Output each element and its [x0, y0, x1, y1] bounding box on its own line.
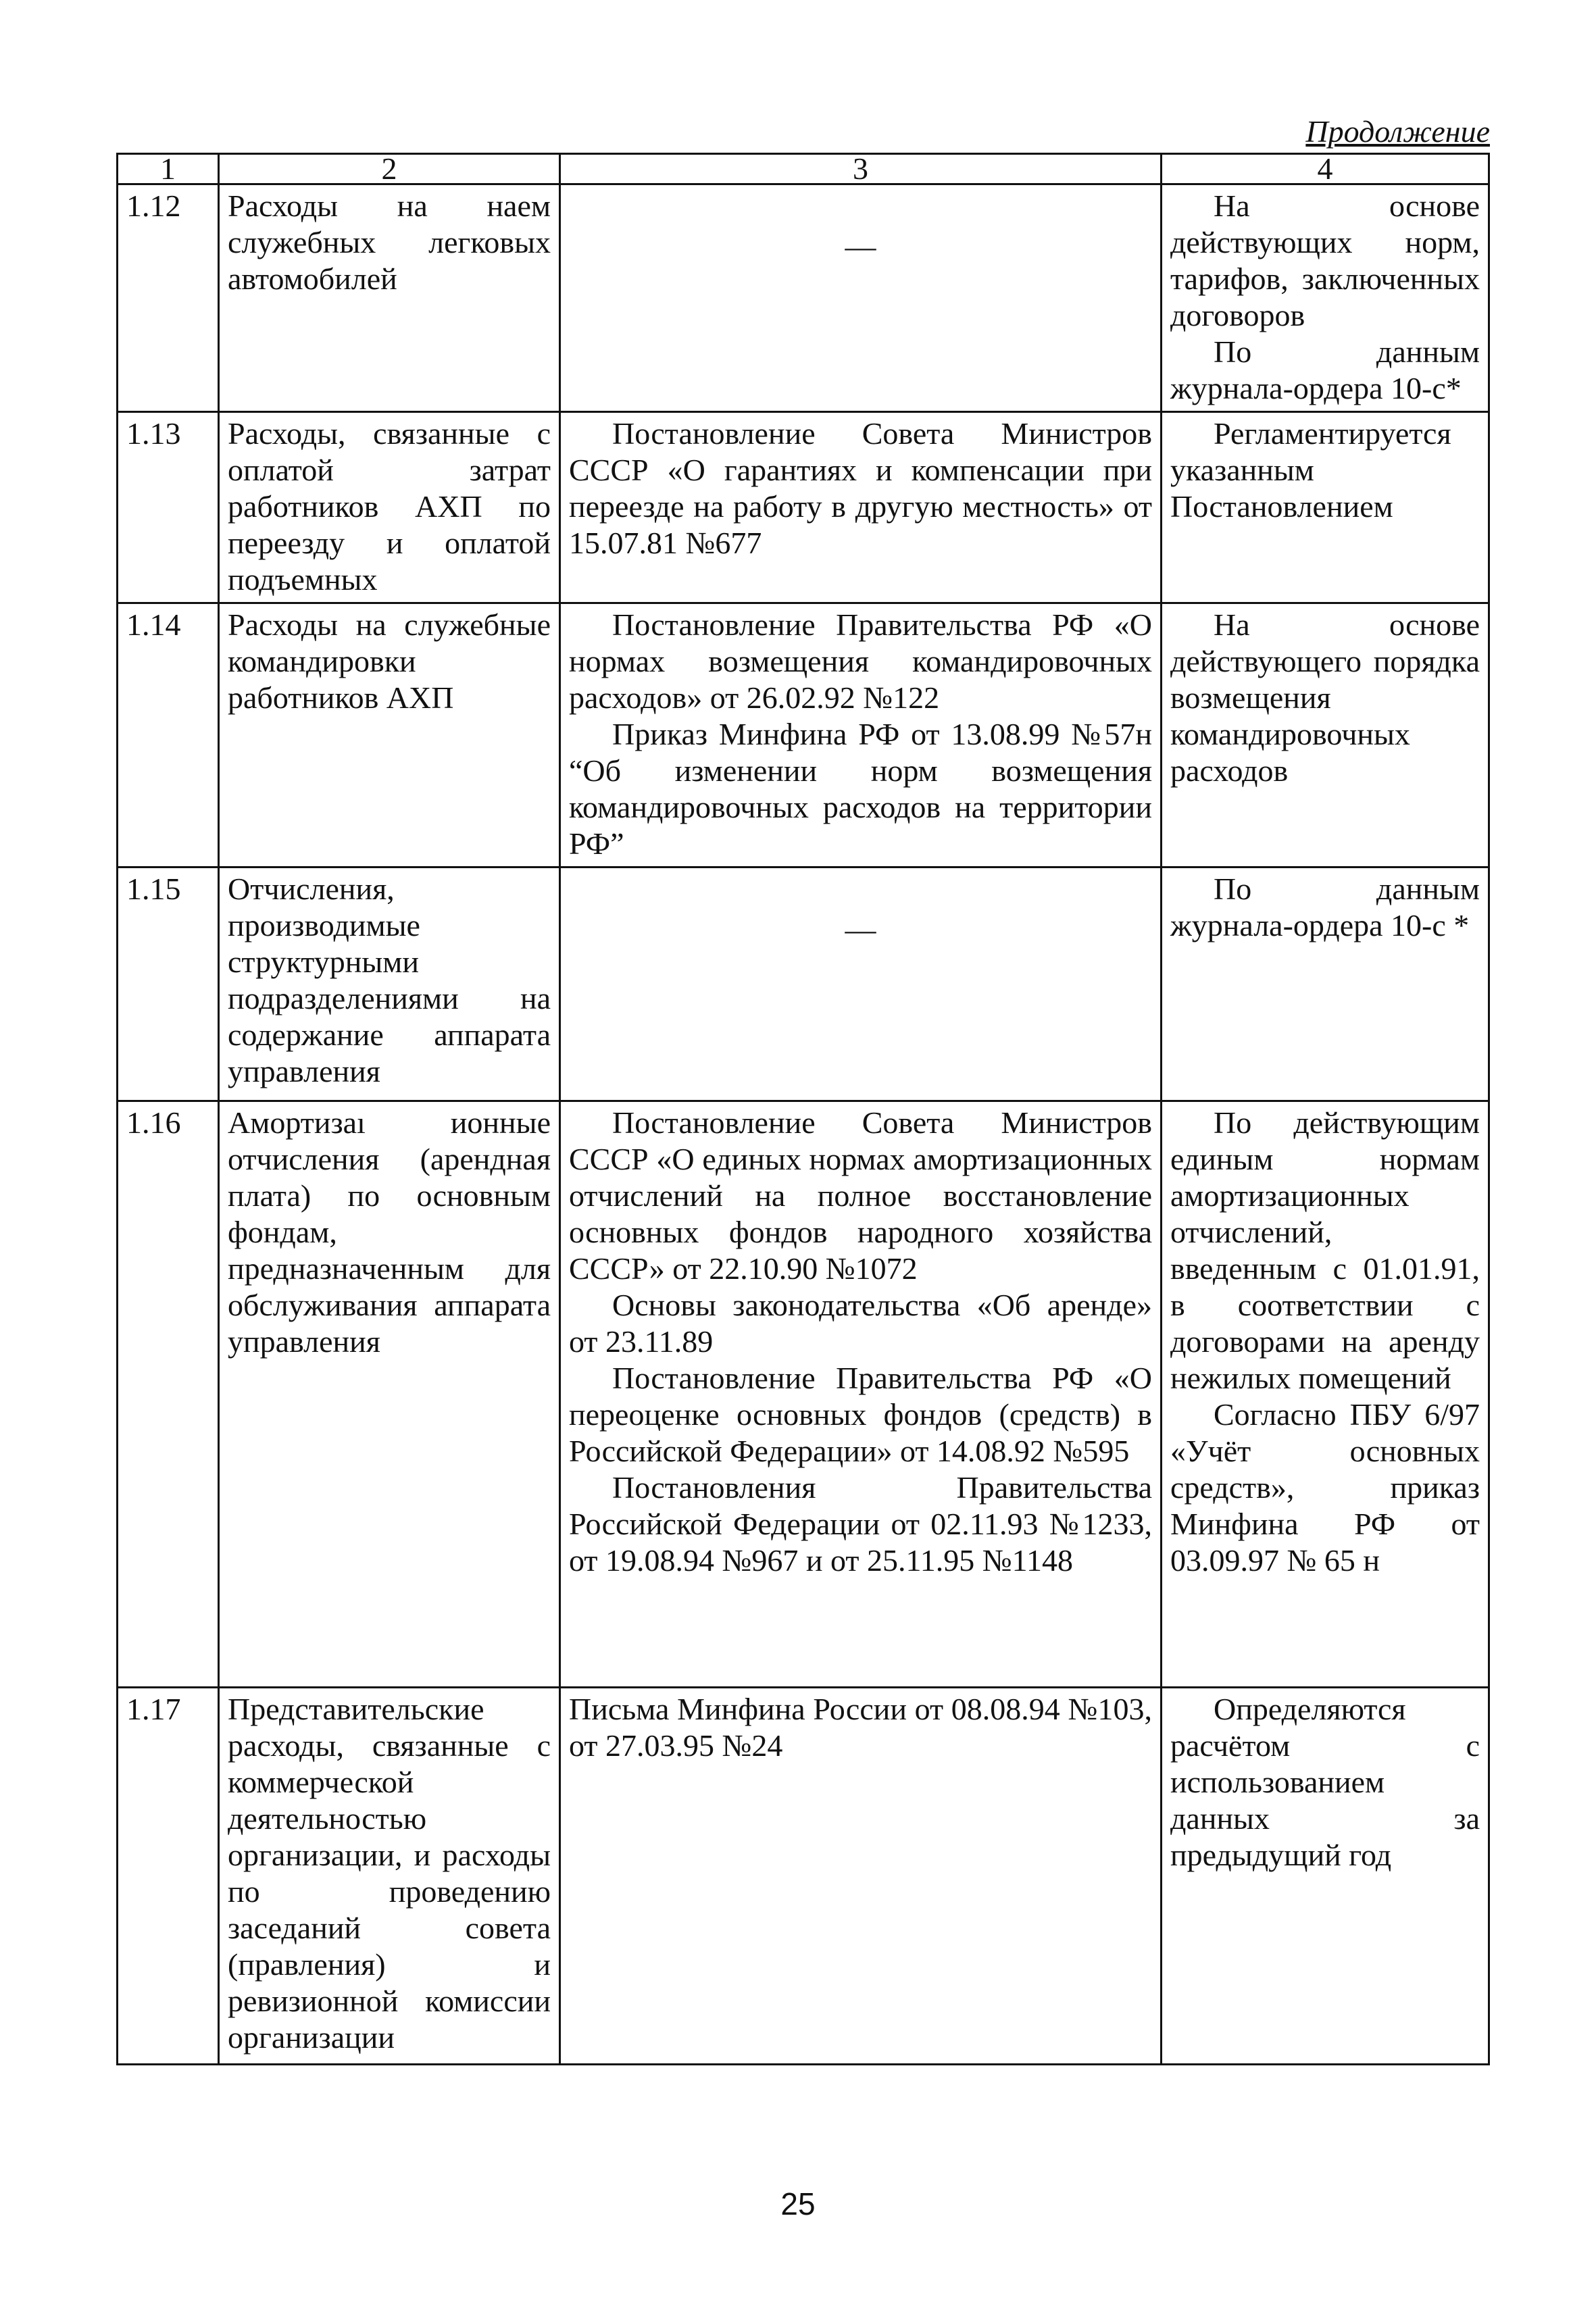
legal-basis — [560, 1688, 1162, 2065]
basis-paragraph: Письма Минфина России от 08.08.94 №103, от 27.03.95 №24 — [569, 1692, 1152, 1763]
legal-basis — [560, 412, 1162, 603]
page-number: 25 — [780, 2186, 816, 2221]
legal-basis — [560, 1101, 1162, 1688]
legal-basis — [560, 867, 1162, 1101]
method-paragraph: Регламентируется указанным Постановлением — [1170, 416, 1451, 524]
basis-paragraph: Постановление Правительства РФ «О нормах возмещения командировочных расходов» от 26.02.92 №122 — [569, 607, 1152, 715]
row-number: 1.12 — [118, 184, 219, 412]
column-header: 2 — [219, 154, 560, 184]
method-paragraph: На основе действующего порядка возмещения командировочных расходов — [1170, 607, 1480, 788]
table-row — [118, 1688, 1489, 2065]
basis-paragraph: Постановление Правительства РФ «О переоценке основных фондов (средств) в Российской Федерации» от 14.08.92 №595 — [569, 1361, 1152, 1468]
calculation-method — [1162, 867, 1489, 1101]
method-paragraph: На основе действующих норм, тарифов, заключенных договоров — [1170, 188, 1480, 332]
calculation-method — [1162, 184, 1489, 412]
method-paragraph: Согласно ПБУ 6/97 «Учёт основных средств», приказ Минфина РФ от 03.09.97 № 65 н — [1170, 1397, 1480, 1578]
column-header: 3 — [560, 154, 1162, 184]
calculation-method — [1162, 1688, 1489, 2065]
basis-paragraph: Основы законодательства «Об аренде» от 23.11.89 — [569, 1288, 1152, 1359]
method-paragraph: По действующим единым нормам амортизационных отчислений, введенным с 01.01.91, в соответствии с договорами на аренду нежилых помещений — [1170, 1105, 1480, 1395]
row-number: 1.14 — [118, 603, 219, 867]
method-paragraph: По данным журнала-ордера 10-с* — [1170, 334, 1480, 405]
table-row — [118, 867, 1489, 1101]
table-header-row — [118, 154, 1489, 184]
expense-name: Отчисления, производимые структурными подразделениями на содержание аппарата управления — [219, 867, 560, 1101]
expense-name: Представительские расходы, связанные с коммерческой деятельностью организации, и расходы по проведению заседаний совета (правления) и ревизионной комиссии организации — [219, 1688, 560, 2065]
row-number: 1.17 — [118, 1688, 219, 2065]
table-row — [118, 603, 1489, 867]
expense-name: Расходы, связанные с оплатой затрат работников АХП по переезду и оплатой подъемных — [219, 412, 560, 603]
expense-name: Расходы на наем служебных легковых автомобилей — [219, 184, 560, 412]
row-number: 1.15 — [118, 867, 219, 1101]
method-paragraph: Определяются расчётом с использованием данных за предыдущий год — [1170, 1692, 1480, 1872]
basis-paragraph: Постановления Правительства Российской Федерации от 02.11.93 №1233, от 19.08.94 №967 и от 25.11.95 №1148 — [569, 1470, 1152, 1578]
empty-dash: — — [845, 229, 876, 263]
table-row — [118, 184, 1489, 412]
empty-dash: — — [845, 912, 876, 947]
legal-basis — [560, 603, 1162, 867]
basis-paragraph: Постановление Совета Министров СССР «О единых нормах амортизационных отчислений на полное восстановление основных фондов народного хозяйства СССР» от 22.10.90 №1072 — [569, 1105, 1152, 1286]
row-number: 1.13 — [118, 412, 219, 603]
calculation-method — [1162, 603, 1489, 867]
method-paragraph: По данным журнала-ордера 10-с * — [1170, 872, 1480, 942]
continuation-label: Продолжение — [1305, 114, 1490, 149]
expense-name: Расходы на служебные командировки работников АХП — [219, 603, 560, 867]
table-row — [118, 412, 1489, 603]
calculation-method — [1162, 412, 1489, 603]
table-row — [118, 1101, 1489, 1688]
expense-name: Амортизаı ионные отчисления (арендная плата) по основным фондам, предназначенным для обслуживания аппарата управления — [219, 1101, 560, 1688]
row-number: 1.16 — [118, 1101, 219, 1688]
column-header: 1 — [118, 154, 219, 184]
basis-paragraph: Приказ Минфина РФ от 13.08.99 №57н “Об изменении норм возмещения командировочных расходов на территории РФ” — [569, 717, 1152, 861]
calculation-method — [1162, 1101, 1489, 1688]
expenses-table — [116, 153, 1490, 2065]
column-header: 4 — [1162, 154, 1489, 184]
basis-paragraph: Постановление Совета Министров СССР «О гарантиях и компенсации при переезде на работу в другую местность» от 15.07.81 №677 — [569, 416, 1152, 560]
legal-basis — [560, 184, 1162, 412]
